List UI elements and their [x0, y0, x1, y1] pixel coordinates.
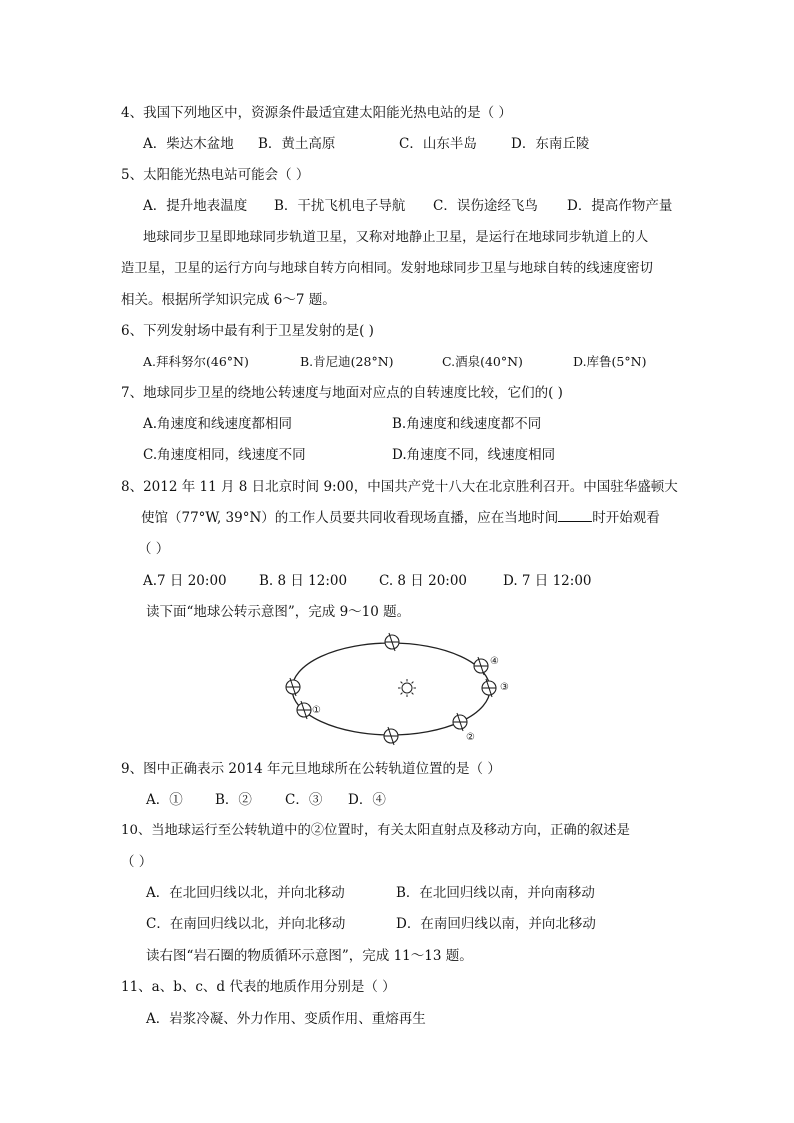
question-5-stem: 5、太阳能光热电站可能会（ ）: [121, 167, 310, 183]
q5-option-c: C．误伤途经飞鸟: [433, 198, 538, 214]
rock-cycle-intro: 读右图“岩石圈的物质循环示意图”，完成 11～13 题。: [146, 948, 473, 964]
marker-3: ③: [500, 682, 509, 693]
passage-line-3: 相关。根据所学知识完成 6～7 题。: [121, 292, 336, 308]
earth-orbit-diagram: [280, 630, 520, 750]
q10-option-a: A．在北回归线以北，并向北移动: [146, 885, 345, 901]
sun-icon: [398, 679, 416, 697]
earth-icon-bottom: [384, 727, 398, 745]
question-8-paren: （ ）: [138, 541, 170, 557]
diagram-intro: 读下面“地球公转示意图”，完成 9～10 题。: [146, 604, 411, 620]
q5-option-b: B．干扰飞机电子导航: [274, 198, 406, 214]
question-10-line-1: 10、当地球运行至公转轨道中的②位置时，有关太阳直射点及移动方向，正确的叙述是: [121, 823, 630, 838]
earth-icon-top: [385, 633, 399, 651]
earth-icon-position-3: [482, 679, 496, 697]
question-8-line-2: [141, 509, 660, 527]
q5-option-a: A．提升地表温度: [143, 198, 248, 214]
q10-option-c: C．在南回归线以北，并向北移动: [146, 916, 346, 932]
passage-line-2: 造卫星，卫星的运行方向与地球自转方向相同。发射地球同步卫星与地球自转的线速度密切: [121, 261, 653, 276]
question-9-stem: 9、图中正确表示 2014 年元旦地球所在公转轨道位置的是（ ）: [121, 761, 501, 777]
question-8-line-1: 8、2012 年 11 月 8 日北京时间 9:00，中国共产党十八大在北京胜利召开。中国驻华盛顿大: [121, 479, 678, 495]
q6-option-a: A.拜科努尔(46°N): [143, 354, 249, 369]
answer-blank: [558, 509, 592, 522]
q5-option-d: D．提高作物产量: [567, 198, 673, 214]
q7-option-c: C.角速度相同，线速度不同: [143, 447, 306, 463]
question-7-stem: 7、地球同步卫星的绕地公转速度与地面对应点的自转速度比较，它们的( ): [121, 385, 563, 401]
q9-option-c: C．③: [285, 792, 323, 808]
question-8-line-2-text: 使馆（77°W, 39°N）的工作人员要共同收看现场直播，应在当地时间: [141, 510, 559, 526]
q11-option-a: A．岩浆冷凝、外力作用、变质作用、重熔再生: [146, 1011, 426, 1027]
q8-option-d: D. 7 日 12:00: [503, 573, 592, 589]
q9-option-d: D．④: [348, 792, 386, 808]
q9-option-b: B．②: [215, 792, 252, 808]
q6-option-b: B.肯尼迪(28°N): [300, 354, 394, 369]
question-4-stem: 4、我国下列地区中，资源条件最适宜建太阳能光热电站的是（ ）: [121, 105, 512, 121]
q4-option-d: D．东南丘陵: [511, 136, 590, 152]
q9-option-a: A．①: [146, 792, 183, 808]
q10-option-b: B．在北回归线以南，并向南移动: [396, 885, 595, 901]
q4-option-c: C．山东半岛: [399, 136, 477, 152]
q8-option-a: A.7 日 20:00: [143, 573, 227, 589]
earth-icon-position-4: [474, 657, 488, 675]
q6-option-c: C.酒泉(40°N): [442, 354, 523, 369]
marker-2: ②: [466, 732, 475, 743]
marker-4: ④: [490, 656, 499, 667]
q8-option-c: C. 8 日 20:00: [379, 573, 468, 589]
q10-option-d: D．在南回归线以南，并向北移动: [396, 916, 596, 932]
marker-1: ①: [312, 705, 321, 716]
q7-option-d: D.角速度不同，线速度相同: [392, 447, 556, 463]
q6-option-d: D.库鲁(5°N): [573, 354, 647, 369]
question-6-stem: 6、下列发射场中最有利于卫星发射的是( ): [121, 323, 374, 339]
earth-icon-position-2: [453, 713, 467, 731]
question-11-stem: 11、a、b、c、d 代表的地质作用分别是（ ）: [121, 979, 396, 995]
question-8-line-2-tail: 时开始观看: [592, 510, 660, 526]
earth-icon-left: [286, 678, 300, 696]
q8-option-b: B. 8 日 12:00: [259, 573, 348, 589]
q7-option-b: B.角速度和线速度都不同: [392, 416, 542, 432]
passage-line-1: 地球同步卫星即地球同步轨道卫星，又称对地静止卫星，是运行在地球同步轨道上的人: [143, 230, 649, 245]
q7-option-a: A.角速度和线速度都相同: [143, 416, 293, 432]
question-10-paren: （ ）: [121, 854, 153, 870]
q4-option-b: B．黄土高原: [258, 136, 336, 152]
earth-icon-position-1: [297, 701, 311, 719]
q4-option-a: A．柴达木盆地: [143, 136, 234, 152]
